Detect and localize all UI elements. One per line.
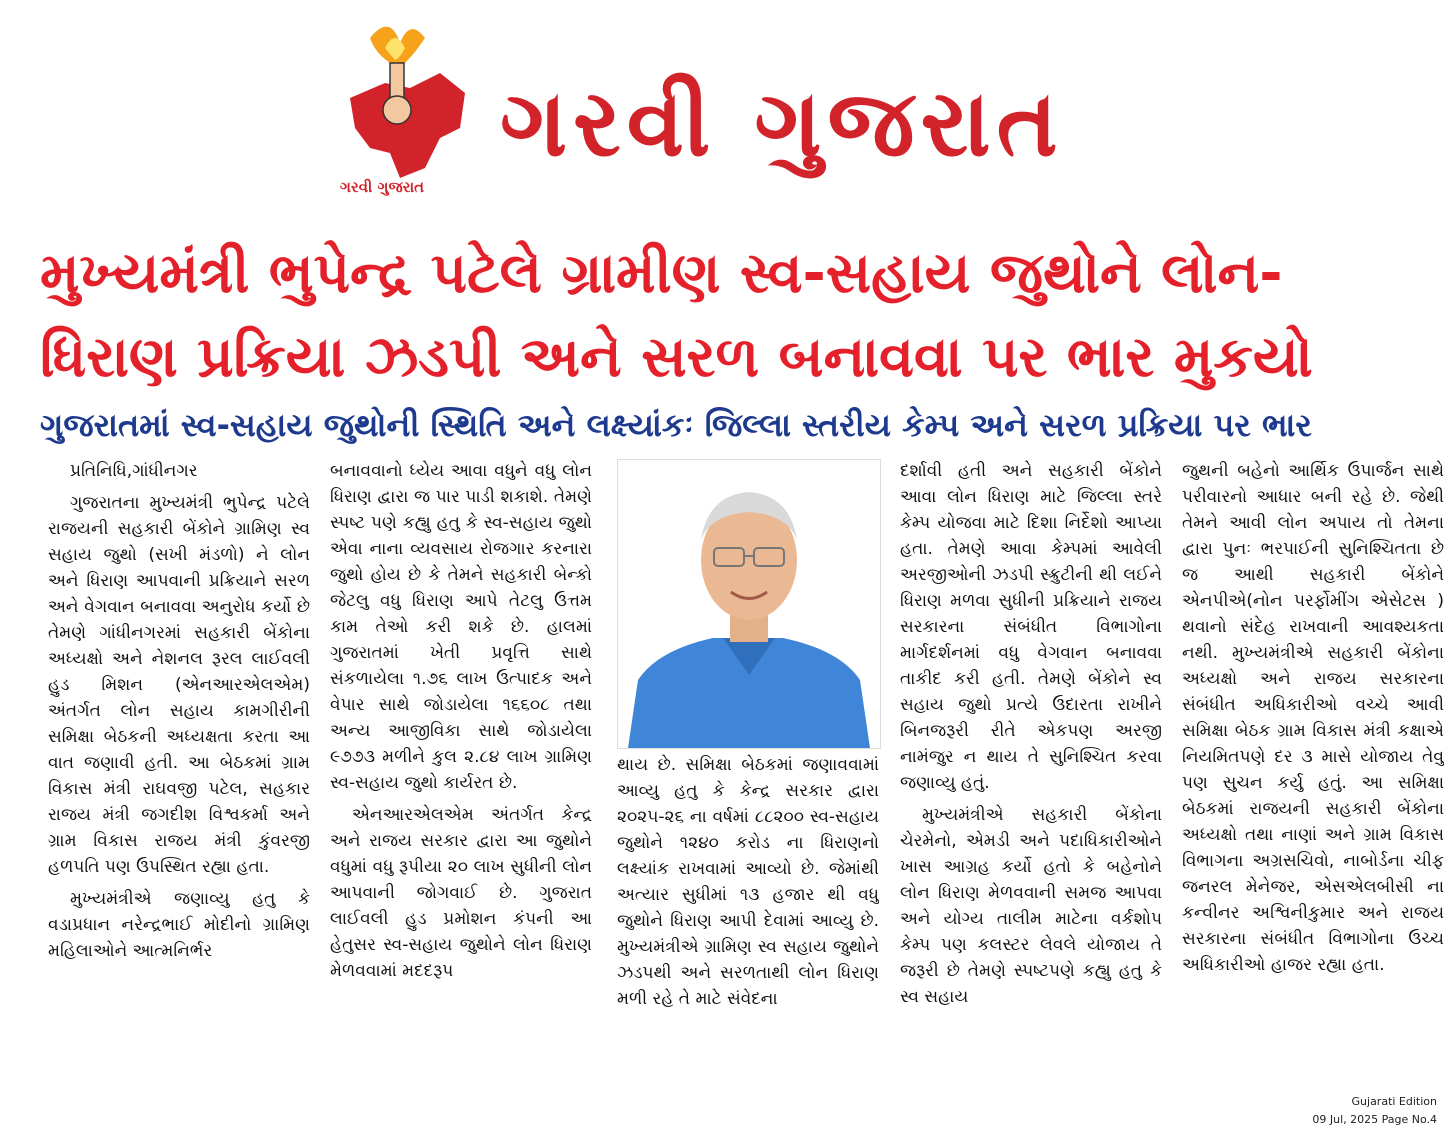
paragraph: મુખ્યમંત્રીએ જણાવ્યુ હતુ કે વડાપ્રધાન નરેન્દ્રભાઈ મોદીનો ગ્રામિણ મહિલાઓને આત્મનિર્ભર	[48, 889, 310, 961]
paragraph: મુખ્યમંત્રીએ સહકારી બેંકોના ચેરમેનો, એમડી અને પદાધિકારીઓને ખાસ આગ્રહ કર્યો હતો કે બહેનોને લોન ધિરાણ મેળવવાની સમજ આપવા અને યોગ્ય તાલીમ માટેના વર્કશોપ કેમ્પ પણ કલસ્ટર લેવલે યોજાય તે જરૂરી છે તેમણે સ્પષ્ટપણે કહ્યુ હતુ કે સ્વ સહાય	[900, 805, 1162, 1007]
portrait-illustration	[618, 460, 880, 748]
logo-caption: ગરવી ગુજરાત	[340, 178, 425, 196]
masthead	[0, 0, 1447, 215]
newspaper-title: ગરવી ગુજરાત	[500, 70, 1064, 177]
headline-line-2: ધિરાણ પ્રક્રિયા ઝડપી અને સરળ બનાવવા પર ભાર મુકયો	[40, 325, 1313, 390]
date-page-label: 09 Jul, 2025 Page No.4	[1312, 1113, 1437, 1126]
article-column-1	[48, 458, 310, 1083]
paragraph: થાય છે. સમિક્ષા બેઠકમાં જણાવવામાં આવ્યુ હતુ કે કેન્દ્ર સરકાર દ્વારા ૨૦૨૫-૨૬ ના વર્ષમાં ૮૮૨૦૦ સ્વ-સહાય જુથોને ૧૨૪૦ કરોડ ના ધિરાણનો લક્ષ્યાંક રાખવામાં આવ્યો છે. જેમાંથી અત્યાર સુધીમાં ૧૩ હજાર થી વધુ જુથોને ધિરાણ આપી દેવામાં આવ્યુ છે. મુખ્યમંત્રીએ ગ્રામિણ સ્વ સહાય જુથોને ઝડપથી અને સરળતાથી લોન ધિરાણ મળી રહે તે માટે સંવેદના	[617, 755, 879, 1009]
subheadline: ગુજરાતમાં સ્વ-સહાય જુથોની સ્થિતિ અને લક્ષ્યાંકઃ જિલ્લા સ્તરીય કેમ્પ અને સરળ પ્રક્રિયા પર ભાર	[40, 406, 1312, 444]
article-column-2	[330, 458, 592, 1083]
edition-label: Gujarati Edition	[1351, 1095, 1437, 1108]
byline: પ્રતિનિધિ,ગાંધીનગર	[70, 461, 198, 481]
paragraph: બનાવવાનો ધ્યેય આવા વધુને વધુ લોન ધિરાણ દ્વારા જ પાર પાડી શકાશે. તેમણે સ્પષ્ટ પણે કહ્યુ હતુ કે સ્વ-સહાય જુથો એવા નાના વ્યવસાય રોજગાર કરનારા જુથો હોય છે કે તેમને સહકારી બેન્કો જેટલુ વધુ ધિરાણ આપે તેટલુ ઉત્તમ કામ તેઓ કરી શકે છે. હાલમાં ગુજરાતમાં ખેતી પ્રવૃત્તિ સાથે સંકળાયેલા ૧.૭૬ લાખ ઉત્પાદક અને વેપાર સાથે જોડાયેલા ૧૬૬૦૮ તથા અન્ય આજીવિકા સાથે જોડાયેલા ૯૭૭૩ મળીને કુલ ૨.૮૪ લાખ ગ્રામિણ સ્વ-સહાય જુથો કાર્યરત છે.	[330, 461, 592, 793]
article-column-4	[900, 458, 1162, 1083]
paragraph: દર્શાવી હતી અને સહકારી બેંકોને આવા લોન ધિરાણ માટે જિલ્લા સ્તરે કેમ્પ યોજવા માટે દિશા નિર્દેશો આપ્યા હતા. તેમણે આવા કેમ્પમાં આવેલી અરજીઓની ઝડપી સ્ક્રુટીની થી લઈને ધિરાણ મળવા સુધીની પ્રક્રિયાને રાજય સરકારના સંબંધીત વિભાગોના માર્ગદર્શનમાં વધુ વેગવાન બનાવવા તાકીદ કરી હતી. તેમણે બેંકોને સ્વ સહાય જુથો પ્રત્યે ઉદારતા રાખીને બિનજરૂરી રીતે એકપણ અરજી નામંજુર ન થાય તે સુનિશ્ચિત કરવા જણાવ્યુ હતું.	[900, 461, 1162, 793]
paragraph: જુથની બહેનો આર્થિક ઉપાર્જન સાથે પરીવારનો આધાર બની રહે છે. જેથી તેમને આવી લોન અપાય તો તેમના દ્વારા પુનઃ ભરપાઈની સુનિશ્ચિતતા છે જ આથી સહકારી બેંકોને એનપીએ(નોન પરર્ફોમીંગ એસેટસ ) થવાનો સંદેહ રાખવાની આવશ્યકતા નથી. મુખ્યમંત્રીએ સહકારી બેંકોના અધ્યક્ષો અને રાજય સરકારના સંબંધીત અધિકારીઓ વચ્ચે આવી સમિક્ષા બેઠક ગ્રામ વિકાસ મંત્રી કક્ષાએ નિયમિતપણે દર ૩ માસે યોજાય તેવુ પણ સુચન કર્યુ હતું. આ સમિક્ષા બેઠકમાં રાજયની સહકારી બેંકોના અધ્યક્ષો તથા નાણાં અને ગ્રામ વિકાસ વિભાગના અગ્રસચિવો, નાબોર્ડના ચીફ જનરલ મેનેજર, એસએલબીસી ના કન્વીનર અશ્વિનીકુમાર અને રાજય સરકારના સંબંધીત વિભાગોના ઉચ્ચ અધિકારીઓ હાજર રહ્યા હતા.	[1182, 461, 1444, 975]
torch-gujarat-map-logo	[330, 18, 480, 198]
headline-line-1: મુખ્યમંત્રી ભુપેન્દ્ર પટેલે ગ્રામીણ સ્વ-સહાય જુથોને લોન-	[40, 241, 1283, 306]
article-column-5	[1182, 458, 1444, 1083]
article-column-3	[617, 752, 879, 1082]
chief-minister-photo	[617, 459, 881, 749]
paragraph: ગુજરાતના મુખ્યમંત્રી ભુપેન્દ્ર પટેલે રાજયની સહકારી બેંકોને ગ્રામિણ સ્વ સહાય જુથો (સખી મંડળો) ને લોન અને ધિરાણ આપવાની પ્રક્રિયાને સરળ અને વેગવાન બનાવવા અનુરોધ કર્યો છે તેમણે ગાંધીનગરમાં સહકારી બેંકોના અધ્યક્ષો અને નેશનલ રૂરલ લાઈવલી હુડ મિશન (એનઆરએલએમ) અંતર્ગત લોન સહાય કામગીરીની સમિક્ષા બેઠકની અધ્યક્ષતા કરતા આ વાત જણાવી હતી. આ બેઠકમાં ગ્રામ વિકાસ મંત્રી રાઘવજી પટેલ, સહકાર રાજય મંત્રી જગદીશ વિશ્વકર્મા અને ગ્રામ વિકાસ રાજય મંત્રી કુંવરજી હળપતિ પણ ઉપસ્થિત રહ્યા હતા.	[48, 493, 310, 877]
paragraph: એનઆરએલએમ અંતર્ગત કેન્દ્ર અને રાજય સરકાર દ્વારા આ જુથોને વધુમાં વધુ રૂપીયા ૨૦ લાખ સુધીની લોન આપવાની જોગવાઈ છે. ગુજરાત લાઈવલી હુડ પ્રમોશન કંપની આ હેતુસર સ્વ-સહાય જુથોને લોન ધિરાણ મેળવવામાં મદદરૂપ	[330, 805, 592, 981]
